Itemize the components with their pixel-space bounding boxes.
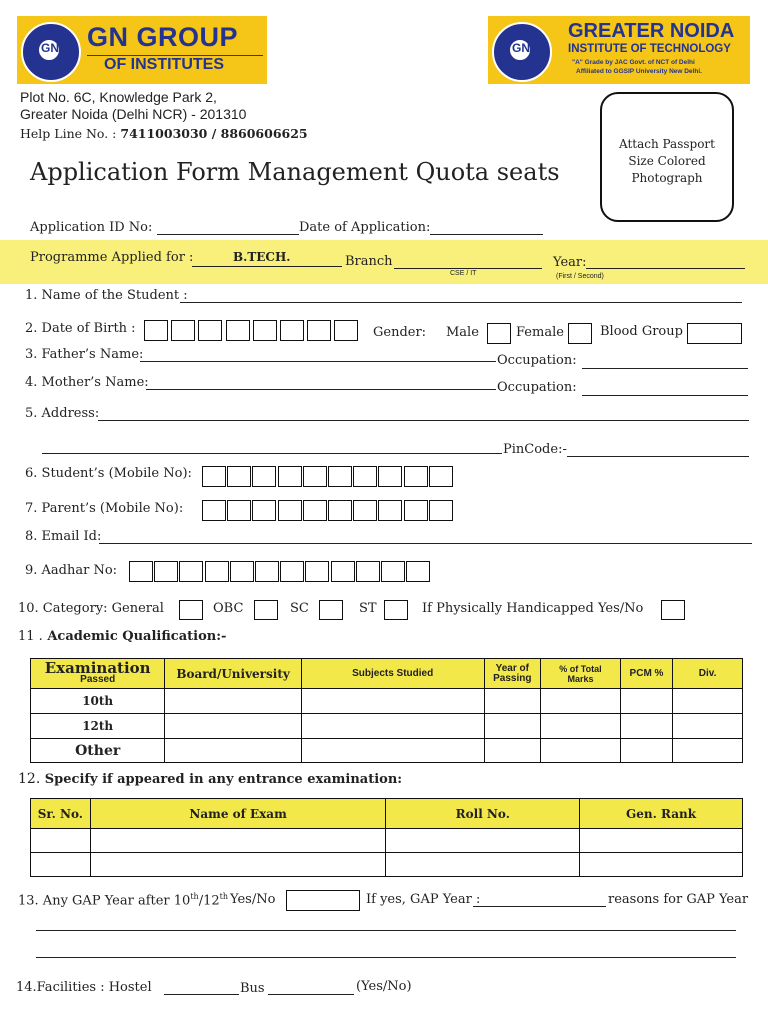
academic-heading xyxy=(18,629,226,644)
programme-label: Programme Applied for : xyxy=(30,250,194,265)
board-header: Board/University xyxy=(165,659,301,689)
student-mobile-digit-box[interactable] xyxy=(429,466,453,487)
aadhar-digit-box[interactable] xyxy=(406,561,430,582)
student-mobile-label: 6. Student’s (Mobile No): xyxy=(25,466,192,481)
parent-mobile-label: 7. Parent’s (Mobile No): xyxy=(25,501,184,516)
blood-group-label: Blood Group xyxy=(600,324,683,339)
helpline xyxy=(20,126,308,141)
gap-slash: /12 xyxy=(198,893,220,909)
academic-heading-num: 11 . xyxy=(18,629,43,644)
cell[interactable] xyxy=(90,853,386,877)
date-app-label: Date of Application: xyxy=(299,220,431,235)
photo-line3: Photograph xyxy=(631,171,703,185)
dob-digit-box[interactable] xyxy=(198,320,222,341)
parent-mobile-digit-box[interactable] xyxy=(227,500,251,521)
aadhar-digit-box[interactable] xyxy=(230,561,254,582)
exam-name-header: Name of Exam xyxy=(90,799,386,829)
cell[interactable] xyxy=(386,853,580,877)
handicapped-label: If Physically Handicapped Yes/No xyxy=(422,601,644,616)
dob-digit-box[interactable] xyxy=(226,320,250,341)
blood-group-field[interactable] xyxy=(687,323,742,344)
cell[interactable] xyxy=(165,689,301,714)
pincode-label: PinCode:- xyxy=(503,442,567,457)
cell[interactable] xyxy=(673,739,743,763)
name-field[interactable] xyxy=(180,302,742,303)
app-id-label: Application ID No: xyxy=(30,220,153,235)
programme-value: B.TECH. xyxy=(233,250,291,264)
occupation1-field[interactable] xyxy=(582,368,748,369)
page-title: Application Form Management Quota seats xyxy=(30,158,560,186)
dob-digit-box[interactable] xyxy=(307,320,331,341)
academic-table xyxy=(30,658,743,763)
parent-mobile-digit-box[interactable] xyxy=(303,500,327,521)
dob-digit-box[interactable] xyxy=(144,320,168,341)
aadhar-digit-box[interactable] xyxy=(129,561,153,582)
branch-label: Branch xyxy=(345,254,393,269)
cell[interactable] xyxy=(301,739,484,763)
gap-reason-line-1[interactable] xyxy=(36,930,736,931)
cell[interactable] xyxy=(484,714,541,739)
pcm-header: PCM % xyxy=(620,659,672,689)
gap-label-text: 13. Any GAP Year after 10 xyxy=(18,893,191,909)
parent-mobile-digit-box[interactable] xyxy=(252,500,276,521)
gap-year-field[interactable] xyxy=(473,906,606,907)
logo-left-line1: GN GROUP xyxy=(87,22,239,52)
father-field[interactable] xyxy=(140,361,496,362)
facilities-label: 14.Facilities : Hostel xyxy=(16,980,152,995)
row-label-other: Other xyxy=(31,739,165,763)
gap-sup2: th xyxy=(219,892,228,901)
table-row xyxy=(31,829,743,853)
cell[interactable] xyxy=(386,829,580,853)
cell[interactable] xyxy=(673,689,743,714)
parent-mobile-digit-box[interactable] xyxy=(278,500,302,521)
aadhar-digit-box[interactable] xyxy=(255,561,279,582)
gap-yesno-label: Yes/No xyxy=(230,892,276,907)
parent-mobile-digit-box[interactable] xyxy=(202,500,226,521)
cell[interactable] xyxy=(620,714,672,739)
parent-mobile-digit-box[interactable] xyxy=(353,500,377,521)
branch-field[interactable] xyxy=(394,268,542,269)
student-mobile-digit-box[interactable] xyxy=(278,466,302,487)
general-checkbox[interactable] xyxy=(179,600,203,620)
mother-label: 4. Mother’s Name: xyxy=(25,375,149,390)
student-mobile-digit-box[interactable] xyxy=(404,466,428,487)
dob-digit-box[interactable] xyxy=(280,320,304,341)
total-header xyxy=(541,659,621,689)
parent-mobile-digit-box[interactable] xyxy=(378,500,402,521)
academic-header-row xyxy=(31,659,743,689)
academic-heading-text: Academic Qualification:- xyxy=(47,629,227,644)
table-row xyxy=(31,853,743,877)
student-mobile-digit-box[interactable] xyxy=(378,466,402,487)
name-label: 1. Name of the Student : xyxy=(25,288,188,303)
sr-header: Sr. No. xyxy=(31,799,91,829)
aadhar-label: 9. Aadhar No: xyxy=(25,563,118,578)
facilities-yesno: (Yes/No) xyxy=(356,979,412,994)
row-label-10th: 10th xyxy=(31,689,165,714)
mother-field[interactable] xyxy=(146,389,496,390)
year-label: Year: xyxy=(553,255,587,270)
student-mobile-digit-box[interactable] xyxy=(202,466,226,487)
student-mobile-digit-box[interactable] xyxy=(303,466,327,487)
exam-header-sub: Passed xyxy=(80,673,116,685)
total-header-1: % of Total xyxy=(559,663,602,674)
cell[interactable] xyxy=(484,739,541,763)
st-checkbox[interactable] xyxy=(384,600,408,620)
email-field[interactable] xyxy=(99,543,752,544)
total-header-2: Marks xyxy=(567,673,594,684)
gnit-logo: GN GREATER NOIDA INSTITUTE OF TECHNOLOGY "A" Grade by JAC Govt. of NCT of Delhi Affiliated to GGSIP University New Delhi. xyxy=(488,16,750,84)
student-mobile-digit-box[interactable] xyxy=(353,466,377,487)
cell[interactable] xyxy=(90,829,386,853)
app-id-field[interactable] xyxy=(157,234,299,235)
aadhar-digit-box[interactable] xyxy=(381,561,405,582)
photo-line2: Size Colored xyxy=(628,154,706,168)
exam-header-text: Examination xyxy=(44,658,151,677)
cell[interactable] xyxy=(580,853,743,877)
year-hint: (First / Second) xyxy=(556,273,604,280)
occupation1-label: Occupation: xyxy=(497,353,577,368)
student-mobile-digit-box[interactable] xyxy=(328,466,352,487)
year-header xyxy=(484,659,541,689)
address-label: 5. Address: xyxy=(25,406,100,421)
photo-line1: Attach Passport xyxy=(619,137,715,151)
entrance-heading xyxy=(18,771,402,787)
aadhar-digit-box[interactable] xyxy=(356,561,380,582)
student-mobile-digit-box[interactable] xyxy=(252,466,276,487)
aadhar-digit-box[interactable] xyxy=(205,561,229,582)
gap-label xyxy=(18,892,228,908)
cell[interactable] xyxy=(620,689,672,714)
dob-digit-box[interactable] xyxy=(171,320,195,341)
st-label: ST xyxy=(359,601,377,616)
cell[interactable] xyxy=(165,739,301,763)
aadhar-digit-box[interactable] xyxy=(154,561,178,582)
gn-group-logo: GN GN GROUP OF INSTITUTES xyxy=(17,16,267,84)
gap-reasons-label: reasons for GAP Year xyxy=(608,892,749,907)
obc-label: OBC xyxy=(213,601,244,616)
date-app-field[interactable] xyxy=(430,234,543,235)
cell[interactable] xyxy=(673,714,743,739)
row-label-12th: 12th xyxy=(31,714,165,739)
male-checkbox[interactable] xyxy=(487,323,511,344)
category-label: 10. Category: General xyxy=(18,601,164,616)
gap-yesno-field[interactable] xyxy=(286,890,360,911)
address-field-2[interactable] xyxy=(42,453,502,454)
logo-left-line2: OF INSTITUTES xyxy=(104,56,224,73)
aadhar-digit-box[interactable] xyxy=(331,561,355,582)
year-header-1: Year of xyxy=(495,662,529,674)
cell[interactable] xyxy=(541,689,621,714)
cell[interactable] xyxy=(580,829,743,853)
sc-label: SC xyxy=(290,601,309,616)
branch-hint: CSE / IT xyxy=(450,270,477,277)
aadhar-digit-box[interactable] xyxy=(305,561,329,582)
address-line1: Plot No. 6C, Knowledge Park 2, xyxy=(20,89,217,105)
aadhar-digit-box[interactable] xyxy=(179,561,203,582)
year-field[interactable] xyxy=(586,268,745,269)
helpline-numbers: 7411003030 / 8860606625 xyxy=(120,126,308,141)
entrance-table xyxy=(30,798,743,877)
table-row xyxy=(31,689,743,714)
entrance-heading-num: 12. xyxy=(18,771,41,787)
cell[interactable] xyxy=(541,739,621,763)
gap-sup1: th xyxy=(190,892,199,901)
occupation2-field[interactable] xyxy=(582,395,748,396)
student-mobile-digit-box[interactable] xyxy=(227,466,251,487)
obc-checkbox[interactable] xyxy=(254,600,278,620)
male-label: Male xyxy=(446,325,479,340)
photo-box[interactable] xyxy=(600,92,734,222)
cell[interactable] xyxy=(165,714,301,739)
parent-mobile-digit-box[interactable] xyxy=(404,500,428,521)
hostel-field[interactable] xyxy=(164,994,239,995)
female-label: Female xyxy=(516,325,564,340)
pincode-field[interactable] xyxy=(567,456,749,457)
dob-label: 2. Date of Birth : xyxy=(25,321,136,336)
table-row xyxy=(31,739,743,763)
gender-label: Gender: xyxy=(373,325,427,340)
cell[interactable] xyxy=(31,829,91,853)
cell[interactable] xyxy=(484,689,541,714)
div-header: Div. xyxy=(673,659,743,689)
logo-right-line3: "A" Grade by JAC Govt. of NCT of Delhi xyxy=(572,59,695,66)
cell[interactable] xyxy=(301,689,484,714)
logo-right-line2: INSTITUTE OF TECHNOLOGY xyxy=(568,43,731,55)
occupation2-label: Occupation: xyxy=(497,380,577,395)
helpline-label: Help Line No. : xyxy=(20,126,117,141)
gap-ifyes-label: If yes, GAP Year : xyxy=(366,892,481,907)
bus-field[interactable] xyxy=(268,994,354,995)
parent-mobile-digit-box[interactable] xyxy=(429,500,453,521)
entrance-header-row xyxy=(31,799,743,829)
roll-header: Roll No. xyxy=(386,799,580,829)
entrance-heading-text: Specify if appeared in any entrance examination: xyxy=(44,772,403,787)
rank-header: Gen. Rank xyxy=(580,799,743,829)
dob-digit-box[interactable] xyxy=(334,320,358,341)
email-label: 8. Email Id: xyxy=(25,529,102,544)
cell[interactable] xyxy=(31,853,91,877)
address-line2: Greater Noida (Delhi NCR) - 201310 xyxy=(20,106,247,122)
table-row xyxy=(31,714,743,739)
aadhar-digit-box[interactable] xyxy=(280,561,304,582)
exam-header xyxy=(31,659,165,689)
father-label: 3. Father’s Name: xyxy=(25,347,144,362)
logo-right-line4: Affiliated to GGSIP University New Delhi. xyxy=(576,68,702,75)
gap-reason-line-2[interactable] xyxy=(36,957,736,958)
handicapped-checkbox[interactable] xyxy=(661,600,685,620)
cell[interactable] xyxy=(620,739,672,763)
bus-label: Bus xyxy=(240,981,265,996)
logo-right-line1: GREATER NOIDA xyxy=(568,20,735,42)
address-field-1[interactable] xyxy=(98,420,749,421)
cell[interactable] xyxy=(541,714,621,739)
sc-checkbox[interactable] xyxy=(319,600,343,620)
parent-mobile-digit-box[interactable] xyxy=(328,500,352,521)
female-checkbox[interactable] xyxy=(568,323,592,344)
subjects-header: Subjects Studied xyxy=(301,659,484,689)
dob-digit-box[interactable] xyxy=(253,320,277,341)
year-header-2: Passing xyxy=(493,672,532,684)
programme-field[interactable] xyxy=(192,266,342,267)
cell[interactable] xyxy=(301,714,484,739)
